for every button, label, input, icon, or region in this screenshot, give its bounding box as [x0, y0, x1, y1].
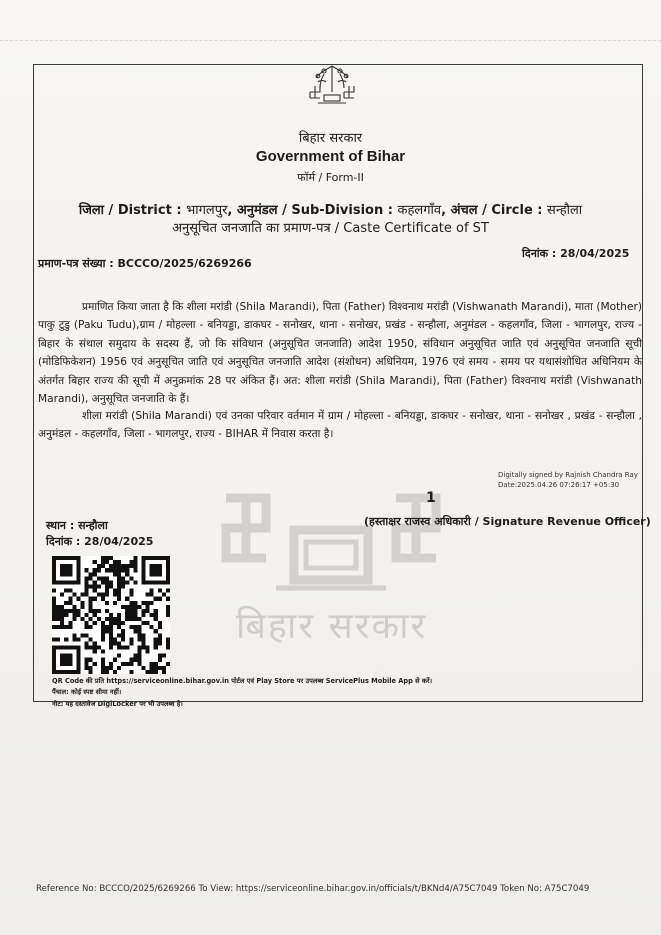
qr-note: QR Code की प्रति https://serviceonline.bihar.gov.in पोर्टल एवं Play Store पर उपलब्ध ServicePlus Mobile App से करें। [52, 677, 433, 685]
district-label: जिला / District : [78, 203, 187, 218]
certificate-paragraph-2: शीला मरांडी (Shila Marandi) एवं उनका परिवार वर्तमान में ग्राम / मोहल्ला - बनियड्डा, डाकघर - सनोखर, थाना - सनोखर , प्रखंड - सन्हौला , अनुमंडल - कहलगाँव, जिला - भागलपुर, राज्य - BIHAR में निवास करता है। [38, 410, 642, 441]
page-top-rule [0, 40, 661, 41]
reference-footer: Reference No: BCCCO/2025/6269266 To View: https://serviceonline.bihar.gov.in/officials/t/BKNd4/A75C7049 Token No: A75C7049 [36, 884, 590, 894]
gov-title-english: Government of Bihar [255, 148, 406, 165]
signature-mark: 1 [426, 490, 436, 506]
certificate-title: अनुसूचित जनजाति का प्रमाण-पत्र / Caste Certificate of ST [172, 221, 489, 236]
issue-date: दिनांक : 28/04/2025 [522, 247, 630, 260]
boundary-note: पैंचाल: कोई स्पष्ट सीमा नहीं। [52, 688, 122, 696]
digilocker-note: नोट: यह दस्तावेज DigiLocker पर भी उपलब्ध है। [52, 700, 183, 708]
place-label: स्थान : सन्हौला [46, 519, 108, 532]
subdivision-value: कहलगाँव [397, 203, 442, 218]
gov-title-hindi: बिहार सरकार [298, 131, 363, 146]
circle-value: सन्हौला [547, 203, 583, 218]
digital-signature-name: Digitally signed by Rajnish Chandra Ray [498, 471, 638, 479]
watermark-text: बिहार सरकार [236, 606, 428, 647]
qr-code-icon[interactable] [52, 556, 170, 674]
signature-label: (हस्ताक्षर राजस्व अधिकारी / Signature Revenue Officer) [364, 515, 651, 528]
form-label: फॉर्म / Form-II [297, 171, 364, 184]
location-line [0, 200, 661, 218]
subdivision-label: , अनुमंडल / Sub-Division : [227, 203, 398, 218]
digital-signature-date: Date:2025.04.26 07:26:17 +05:30 [498, 481, 620, 489]
digital-signature-block [498, 470, 638, 490]
circle-label: , अंचल / Circle : [441, 203, 548, 218]
place-date: दिनांक : 28/04/2025 [46, 535, 154, 548]
bihar-emblem-icon [304, 62, 360, 110]
district-value: भागलपुर [186, 203, 228, 218]
certificate-paragraph-1: प्रमाणित किया जाता है कि शीला मरांडी (Shila Marandi), पिता (Father) विश्वनाथ मरांडी (Vishwanath Marandi), माता (Mother) पाकु टुडु (Paku Tudu),ग्राम / मोहल्ला - बनियड्डा, डाकघर - सनोखर, थाना - सनोखर, प्रखंड - सन्हौला, अनुमंडल - कहलगाँव, जिला - भागलपुर, राज्य - बिहार के संथाल समुदाय के सदस्य हैं, जो कि संविधान (अनुसूचित जनजाति) आदेश 1950, संविधान अनुसूचित जाति एवं अनुसूचित जनजाति सूची (मोडिफिकेशन) 1956 एवं अनुसूचित जाति एवं अनुसूचित जनजाति आदेश (संशोधन) अधिनियम, 1976 एवं समय - समय पर यथासंशोधित अधिनियम के अंतर्गत बिहार राज्य की सूची में अनुक्रमांक 28 पर अंकित हैं। अत: शीला मरांडी (Shila Marandi), पिता (Father) विश्वनाथ मरांडी (Vishwanath Marandi), अनुसूचित जनजाति के हैं। [38, 301, 642, 406]
certificate-number: प्रमाण-पत्र संख्या : BCCCO/2025/6269266 [38, 257, 252, 270]
